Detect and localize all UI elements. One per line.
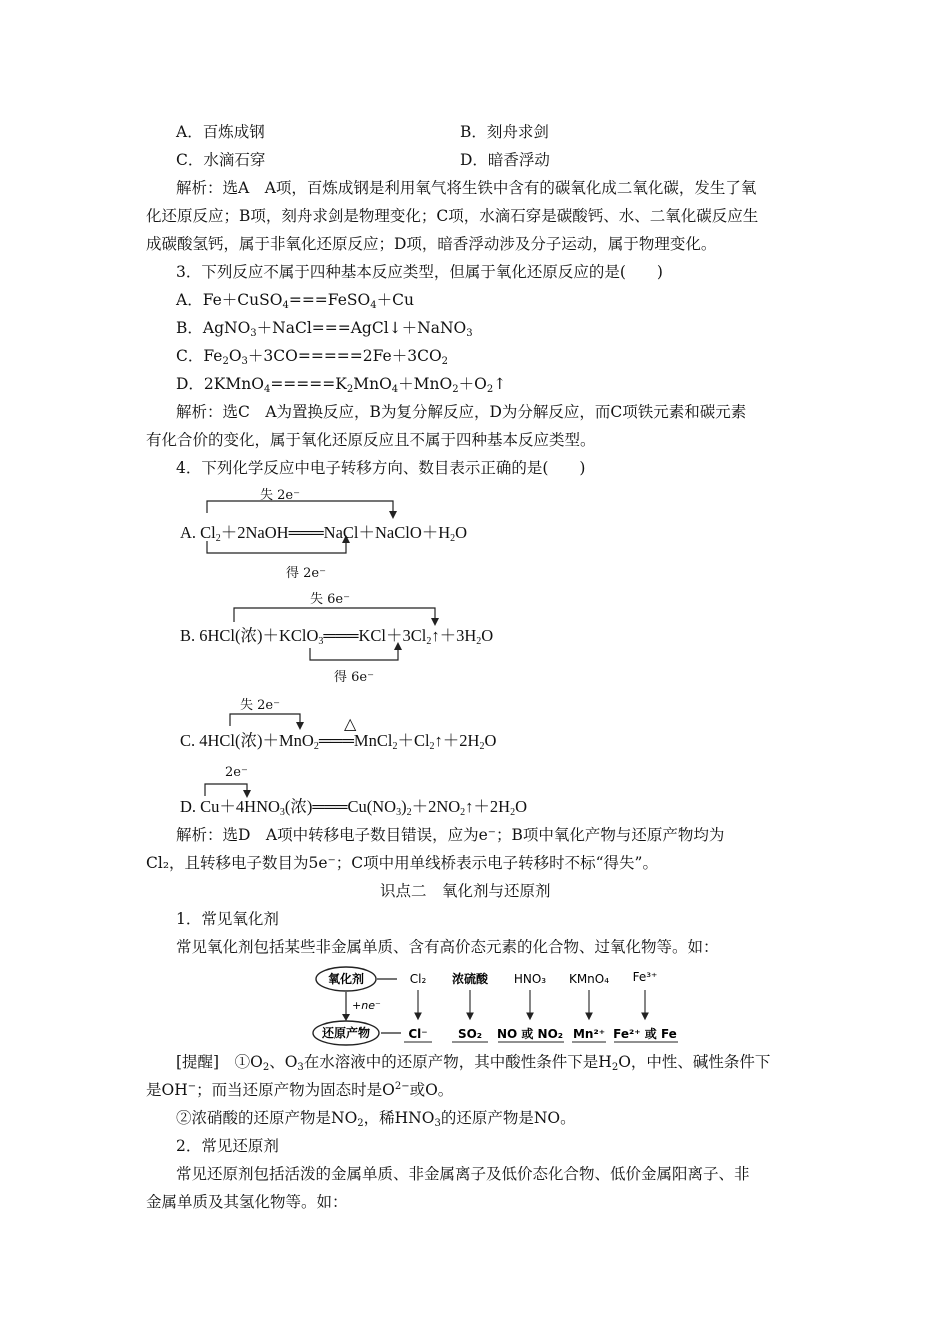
q4-c-lose-label: 失 2e⁻ <box>240 698 280 713</box>
remind-line-3: ②浓硝酸的还原产物是$NO_2$，稀$HNO_3$的还原产物是NO。 <box>176 1109 576 1129</box>
q3-option-c: C．$Fe_2O_3+3CO=====2Fe+3CO_2$ <box>176 347 449 367</box>
q4-d-electron-label: 2e⁻ <box>225 765 248 780</box>
heading-oxidants: 1．常见氧化剂 <box>176 910 279 928</box>
oxidant-item-2: 浓硫酸 <box>451 972 489 986</box>
q4-analysis-line-2: Cl₂，且转移电子数目为5e⁻；C项中用单线桥表示电子转移时不标“得失”。 <box>146 854 658 872</box>
q3-option-a: A．Fe＋CuSO$_4$===FeSO$_4$＋Cu <box>176 291 414 311</box>
oxidant-item-5: Fe³⁺ <box>632 970 658 984</box>
remind-label: [提醒] <box>176 1053 220 1071</box>
oxidant-item-4: KMnO₄ <box>568 972 610 986</box>
option-d: D．暗香浮动 <box>460 151 550 169</box>
product-item-3: NO 或 NO₂ <box>496 1027 564 1041</box>
heading-reductants: 2．常见还原剂 <box>176 1137 279 1155</box>
q2-analysis-line-3: 成碳酸氢钙，属于非氧化还原反应；D项，暗香浮动涉及分子运动，属于物理变化。 <box>146 235 717 253</box>
q3-analysis-line-2: 有化合价的变化，属于氧化还原反应且不属于四种基本反应类型。 <box>146 431 596 449</box>
q4-a-lose-label: 失 2e⁻ <box>260 488 300 503</box>
remind-line-2: 是OH−；而当还原产物为固态时是$O^{2-}$或O。 <box>146 1081 454 1099</box>
q4-analysis-line-1: 解析：选D A项中转移电子数目错误，应为e⁻；B项中氧化产物与还原产物均为 <box>176 826 725 844</box>
option-b: B．刻舟求剑 <box>460 123 549 141</box>
q3-analysis-line-1: 解析：选C A为置换反应，B为复分解反应，D为分解反应，而C项铁元素和碳元素 <box>176 403 747 421</box>
oxidants-paragraph: 常见氧化剂包括某些非金属单质、含有高价态元素的化合物、过氧化物等。如： <box>176 938 719 956</box>
option-c: C．水滴石穿 <box>176 151 266 169</box>
oxidant-diagram <box>312 965 692 1047</box>
q2-analysis-line-1: 解析：选A A项，百炼成钢是利用氧气将生铁中含有的碳氧化成二氧化碳，发生了氧 <box>176 179 757 197</box>
plus-ne-label: +ne⁻ <box>352 999 381 1012</box>
oxidant-label: 氧化剂 <box>327 972 365 986</box>
reductants-paragraph-line-1: 常见还原剂包括活泼的金属单质、非金属离子及低价态化合物、低价金属阳离子、非 <box>176 1165 750 1183</box>
reductants-paragraph-line-2: 金属单质及其氢化物等。如： <box>146 1193 348 1211</box>
product-item-5: Fe²⁺ 或 Fe <box>613 1027 677 1041</box>
q3-option-b: B．AgNO$_3$＋NaCl===AgCl↓＋NaNO$_3$ <box>176 319 473 339</box>
q4-b-lose-label: 失 6e⁻ <box>310 592 350 607</box>
q4-stem: 4．下列化学反应中电子转移方向、数目表示正确的是( ) <box>176 459 586 477</box>
q4-option-c-equation: C. 4HCl(浓)$+MnO_2═══MnCl_2+Cl_2↑+2H_2O$ <box>180 731 497 752</box>
q4-c-heat-sign: △ <box>344 714 357 733</box>
reduction-product-label: 还原产物 <box>321 1026 371 1040</box>
option-a: A．百炼成钢 <box>176 123 265 141</box>
q4-option-d-equation: D. $Cu+4HNO_3$(浓)$═══Cu(NO_3)_2+2NO_2↑+2H_2O$ <box>180 797 528 818</box>
q3-stem: 3．下列反应不属于四种基本反应类型，但属于氧化还原反应的是( ) <box>176 263 663 281</box>
q4-b-gain-label: 得 6e⁻ <box>334 670 374 685</box>
product-item-4: Mn²⁺ <box>572 1027 606 1041</box>
product-item-2: SO₂ <box>457 1027 483 1041</box>
remind-line-1: [提醒] $①O_2$、$O_3$在水溶液中的还原产物，其中酸性条件下是$H_2O$，中性、碱性条件下 <box>176 1053 771 1073</box>
q3-option-d: D．$2KMnO_4=====K_2MnO_4+MnO_2+O_2↑$ <box>176 375 507 395</box>
q4-option-a-equation: A. $Cl_2+2NaOH═══NaCl+NaClO+H_2O$ <box>180 523 468 544</box>
section-title: 识点二 氧化剂与还原剂 <box>380 882 551 900</box>
oxidant-item-3: HNO₃ <box>513 972 547 986</box>
oxidant-item-1: Cl₂ <box>409 972 427 986</box>
q2-analysis-line-2: 化还原反应；B项，刻舟求剑是物理变化；C项，水滴石穿是碳酸钙、水、二氧化碳反应生 <box>146 207 759 225</box>
q4-option-b-equation: B. 6HCl(浓)$+KClO_3═══KCl+3Cl_2↑+3H_2O$ <box>180 626 494 647</box>
product-item-1: Cl⁻ <box>408 1027 428 1041</box>
q4-a-gain-label: 得 2e⁻ <box>286 566 326 581</box>
q4-b-bridge-arrows <box>180 600 460 700</box>
